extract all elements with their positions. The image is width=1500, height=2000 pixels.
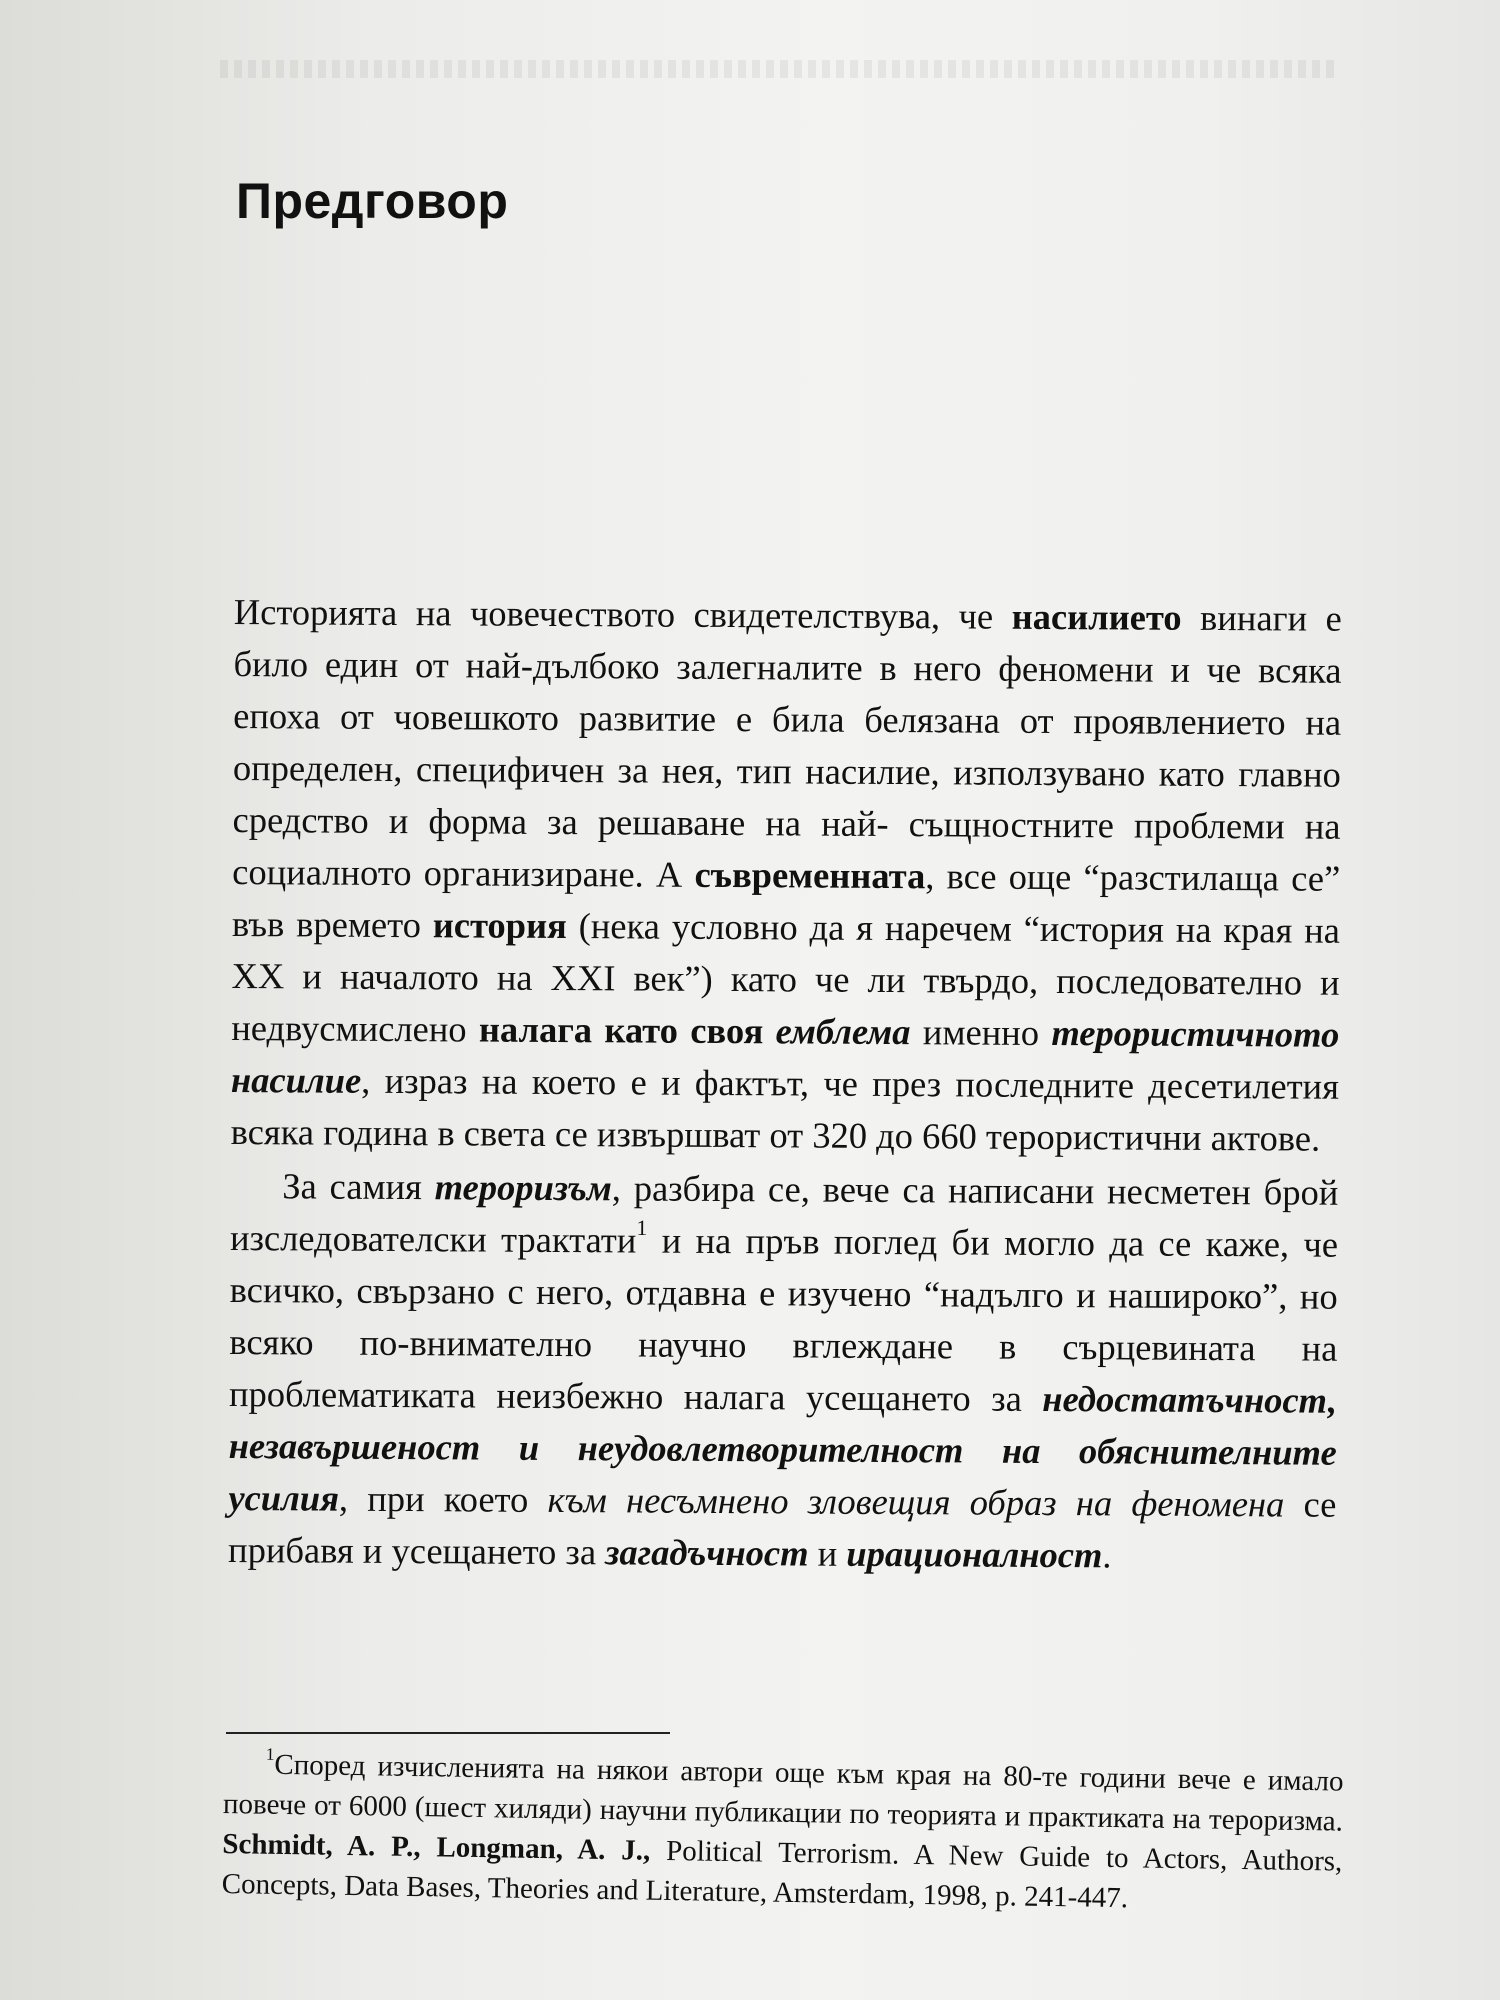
footnote-authors: Schmidt, A. P., Longman, A. J., bbox=[222, 1827, 651, 1867]
paragraph-2: За самия тероризъм, разбира се, вече са написани несметен брой изследователски трактати$^1$ и на пръв поглед би могло да се каже, че всичко, свързано с него, отдавна е изучено “надълго и нашироко”, но всяко по-внимателно научно вглеждане в сърцевината на проблематиката неизбежно налага усещането за недостатъчност, незавършеност и неудовлетворителност на обяснителните усилия, при което към несъмнено зловещия образ на феномена се прибавя и усещането за загадъчност и ирационалност. bbox=[227, 1165, 1339, 1576]
bold-italic-term: тероризъм bbox=[434, 1166, 612, 1209]
bold-italic-term: недостатъчност, незавършеност и неудовлетворителност на обяснителните усилия bbox=[228, 1377, 1338, 1519]
italic-term: към несъмнено зловещия образ на феномена bbox=[547, 1478, 1285, 1525]
paragraph-1: Историята на човечеството свидетелствува, че насилието винаги е било един от най-дълбоко залегналите в него феномени и че всяка епоха от човешкото развитие е била белязана от проявлението на определен, специфичен за нея, тип насилие, използувано като главно средство и форма за решаване на най- същностните проблеми на социалното организиране. А съвременната, все още “разстилаща се” във времето история (нека условно да я наречем “история на края на XX и началото на XXI век”) като че ли твърдо, последователно и недвусмислено налага като своя емблема именно терористичното насилие, израз на което е и фактът, че през последните десетилетия всяка година в света се извършват от 320 до 660 терористични актове. bbox=[230, 590, 1342, 1159]
bold-italic-term: емблема bbox=[775, 1010, 911, 1053]
footnote-ref: 1 bbox=[636, 1214, 648, 1241]
bold-term: насилието bbox=[1011, 595, 1182, 638]
bold-term: съвременната bbox=[694, 853, 926, 897]
bold-italic-term: ирационалност bbox=[846, 1532, 1103, 1576]
bold-term: история bbox=[432, 904, 567, 947]
bold-term: налага като своя bbox=[478, 1008, 776, 1052]
footnote-divider bbox=[226, 1732, 670, 1734]
footnote-marker: 1 bbox=[265, 1743, 275, 1764]
body-text bbox=[228, 586, 1342, 1583]
bold-italic-term: терористичното насилие bbox=[230, 1012, 1340, 1101]
faded-running-header bbox=[220, 60, 1340, 78]
bold-italic-term: загадъчност bbox=[605, 1531, 809, 1574]
page-title: Предговор bbox=[236, 173, 509, 229]
footnote: $^1$Според изчисленията на някои автори още към края на 80-те години вече е имало повече от 6000 (шест хиляди) научни публикации по теорията и практиката на тероризма. Schmidt, A. P., Longman, A. J., Political Terrorism. A New Guide to Actors, Authors, Concepts, Data Bases, Theories and Literature, Amsterdam, 1998, p. 241-447. bbox=[221, 1743, 1344, 1915]
